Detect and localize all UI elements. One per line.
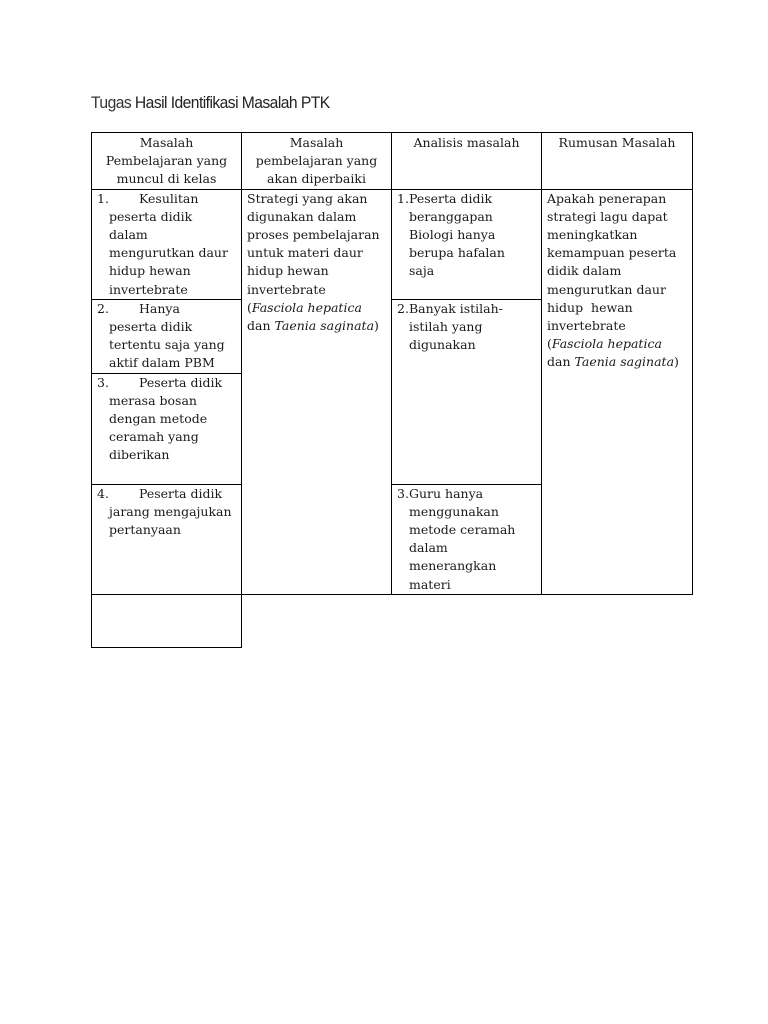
- header-cell-2: Masalah pembelajaran yang akan diperbaiki: [242, 133, 392, 190]
- class-problem-cell-2: 2. Hanya peserta didik tertentu saja yang aktif dalam PBM: [92, 299, 242, 373]
- improvement-problem-cell: Strategi yang akan digunakan dalam proses pembelajaran untuk materi daur hidup hewan invertebrate (Fasciola hepatica dan Taenia saginata): [242, 189, 392, 594]
- problem-formulation-cell: Apakah penerapan strategi lagu dapat meningkatkan kemampuan peserta didik dalam mengurutkan daur hidup hewan invertebrate (Fasciola hepatica dan Taenia saginata): [542, 189, 693, 594]
- analysis-cell-empty: [92, 594, 242, 647]
- class-problem-cell-4: 4. Peserta didik jarang mengajukan pertanyaan: [92, 484, 242, 594]
- class-problem-cell-1: 1. Kesulitan peserta didik dalam mengurutkan daur hidup hewan invertebrate: [92, 189, 242, 299]
- header-cell-1: Masalah Pembelajaran yang muncul di kelas: [92, 133, 242, 190]
- species-name: Taenia saginata: [274, 318, 375, 334]
- problem-identification-table: [91, 132, 693, 648]
- header-cell-4: Rumusan Masalah: [542, 133, 693, 190]
- species-name: Fasciola hepatica: [251, 299, 362, 315]
- species-name: Taenia saginata: [574, 354, 675, 370]
- table-header-row: [92, 133, 693, 190]
- class-problem-cell-3: 3. Peserta didik merasa bosan dengan metode ceramah yang diberikan: [92, 373, 242, 484]
- analysis-cell-3: 3. Guru hanya menggunakan metode ceramah dalam menerangkan materi: [392, 484, 542, 594]
- table-row: [92, 189, 693, 299]
- header-cell-3: Analisis masalah: [392, 133, 542, 190]
- title-prefix: Tugas: [91, 93, 132, 112]
- analysis-cell-1: 1. Peserta didik beranggapan Biologi hanya berupa hafalan saja: [392, 189, 542, 299]
- document-title: [91, 93, 330, 113]
- table-row: [92, 594, 693, 647]
- species-name: Fasciola hepatica: [551, 336, 662, 352]
- analysis-cell-2: 2. Banyak istilah- istilah yang digunakan: [392, 299, 542, 484]
- title-main: Hasil Identifikasi Masalah PTK: [134, 93, 330, 112]
